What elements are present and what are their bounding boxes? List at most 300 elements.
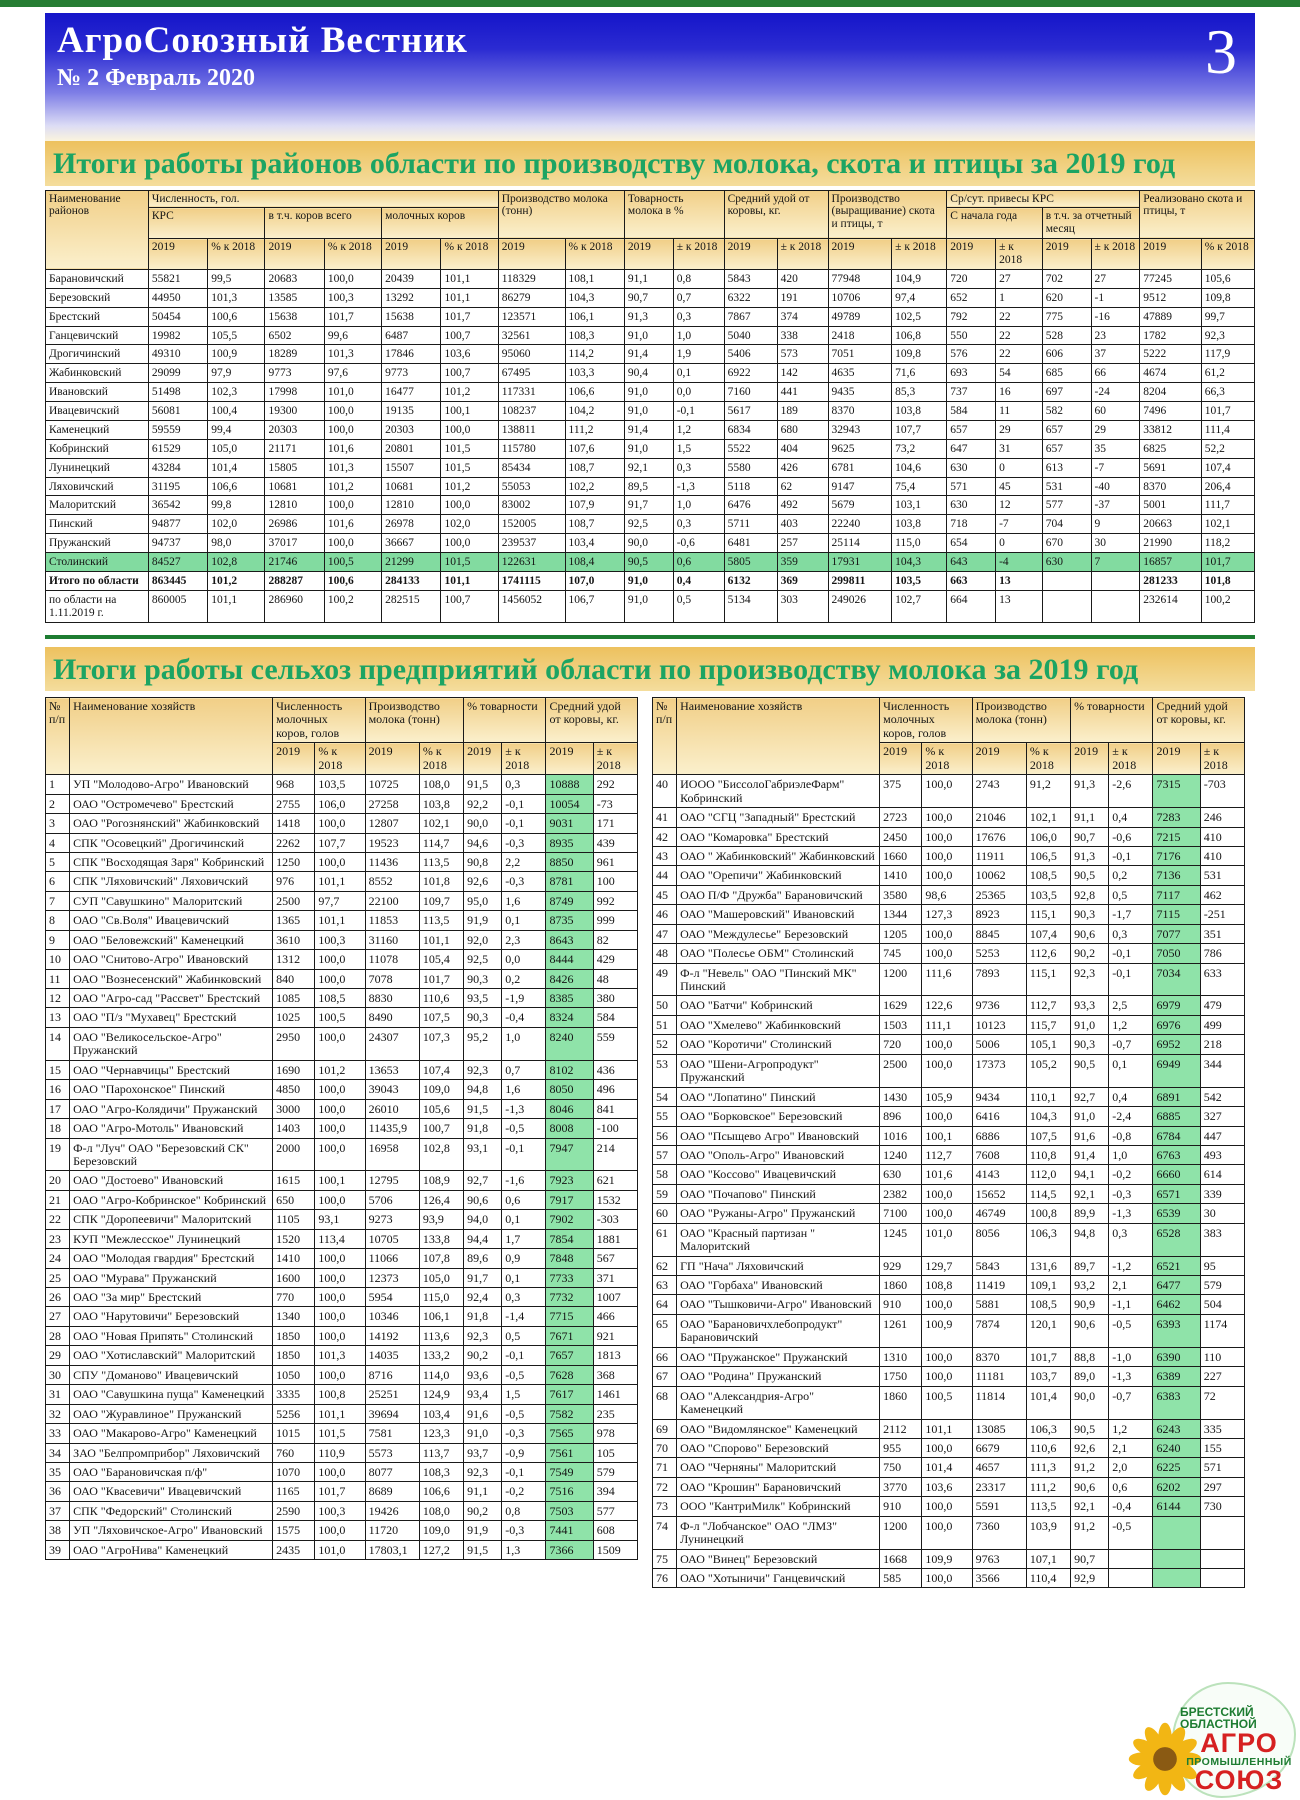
row-number: 63 [653,1276,677,1295]
value-cell: 101,4 [208,458,265,477]
farm-name: Ф-л "Лобчанское" ОАО "ЛМЗ" Лунинецкий [677,1516,880,1549]
value-cell: 10681 [382,477,441,496]
value-cell: 14035 [365,1346,419,1365]
farm-name: ОАО "Савушкина пуща" Каменецкий [70,1385,273,1404]
value-cell: 630 [880,1165,922,1184]
value-cell: 110 [1200,1347,1244,1366]
value-cell: -4 [996,553,1043,572]
value-cell: 131,6 [1026,1256,1070,1275]
value-cell: 20439 [382,269,441,288]
farm-row [46,1385,638,1404]
column-header: 2019 [1140,239,1202,270]
value-cell: 13085 [972,1419,1026,1438]
district-row [46,439,1255,458]
value-cell: 426 [777,458,828,477]
farm-row [46,989,638,1008]
farm-name: ОАО "Коссово" Ивацевичский [677,1165,880,1184]
farm-row [46,1365,638,1384]
value-cell: 111,3 [1026,1458,1070,1477]
value-cell: 6979 [1153,996,1200,1015]
farm-name: ОАО "Пружанское" Пружанский [677,1347,880,1366]
value-cell: 36667 [382,534,441,553]
value-cell: 94877 [148,515,207,534]
value-cell: 100,0 [922,808,972,827]
value-cell: 7503 [546,1501,593,1520]
value-cell: 101,7 [419,969,463,988]
value-cell: 1085 [273,989,315,1008]
value-cell: 504 [1200,1295,1244,1314]
farm-name: ОАО "Ружаны-Агро" Пружанский [677,1204,880,1223]
value-cell: 0,3 [502,1288,546,1307]
value-cell: 105,2 [1026,1054,1070,1087]
value-cell: 105,0 [419,1268,463,1287]
value-cell: 102,7 [892,590,947,622]
farm-name: ГП "Нача" Ляховичский [677,1256,880,1275]
value-cell [1200,1549,1244,1568]
farm-name: ОАО "Черняны" Малоритский [677,1458,880,1477]
value-cell: 100,0 [922,1107,972,1126]
farm-row [46,1138,638,1171]
value-cell: 1782 [1140,326,1202,345]
value-cell: 100,0 [922,1347,972,1366]
section-divider [45,635,1255,639]
value-cell: 31 [996,439,1043,458]
value-cell: 1250 [273,852,315,871]
value-cell: 95060 [498,345,565,364]
row-number: 39 [46,1540,70,1559]
value-cell: 66,3 [1201,383,1254,402]
value-cell: 100,0 [922,1295,972,1314]
value-cell: 650 [273,1190,315,1209]
value-cell: 1340 [273,1307,315,1326]
value-cell: 109,1 [1026,1276,1070,1295]
value-cell: 133,2 [419,1346,463,1365]
value-cell: 95,0 [464,891,502,910]
value-cell: 462 [1200,885,1244,904]
farm-name: ОАО "Чернавчицы" Брестский [70,1060,273,1079]
value-cell: 2743 [972,775,1026,808]
farm-name: ОАО "Борковское" Березовский [677,1107,880,1126]
value-cell: 27 [996,269,1043,288]
value-cell: 100,5 [922,1386,972,1419]
value-cell: 466 [593,1307,637,1326]
farm-row [46,852,638,871]
farm-row [653,1256,1245,1275]
value-cell: 92,3 [1201,326,1254,345]
value-cell: 106,6 [565,383,624,402]
farm-name: ОАО "Хотыничи" Ганцевичский [677,1569,880,1588]
row-number: 76 [653,1569,677,1588]
value-cell: 0,2 [1109,866,1153,885]
district-name: Каменецкий [46,420,149,439]
value-cell: 281233 [1140,571,1202,590]
value-cell [1091,571,1140,590]
value-cell: 115,0 [419,1288,463,1307]
value-cell: 100,6 [208,307,265,326]
value-cell: 6825 [1140,439,1202,458]
value-cell: 5006 [972,1035,1026,1054]
farm-name: ЗАО "Белпромприбор" Ляховичский [70,1443,273,1462]
value-cell: 103,8 [419,794,463,813]
value-cell: 95 [1200,1256,1244,1275]
value-cell: 16958 [365,1138,419,1171]
value-cell: 614 [1200,1165,1244,1184]
value-cell: 25114 [828,534,892,553]
value-cell: 21990 [1140,534,1202,553]
district-row [46,477,1255,496]
value-cell: 100,8 [1026,1204,1070,1223]
value-cell: 101,7 [324,307,381,326]
farm-row [46,891,638,910]
farm-row [653,1497,1245,1516]
value-cell: -40 [1091,477,1140,496]
value-cell: 214 [593,1138,637,1171]
value-cell: 101,3 [315,1346,365,1365]
value-cell: 101,1 [315,872,365,891]
farm-row [46,1190,638,1209]
column-header: % к 2018 [441,239,498,270]
value-cell: -251 [1200,905,1244,924]
value-cell: 101,5 [441,439,498,458]
value-cell: 106,3 [1026,1223,1070,1256]
value-cell: 104,3 [565,288,624,307]
value-cell: 10888 [546,775,593,794]
value-cell: 107,5 [419,1008,463,1027]
value-cell: -7 [1091,458,1140,477]
value-cell: 8426 [546,969,593,988]
value-cell: 1015 [273,1424,315,1443]
value-cell: 5256 [273,1404,315,1423]
value-cell: 100,0 [315,814,365,833]
value-cell: 841 [593,1099,637,1118]
farm-name: ОАО "Св.Воля" Ивацевичский [70,911,273,930]
value-cell: 111,1 [922,1015,972,1034]
value-cell: 114,0 [419,1365,463,1384]
value-cell: -73 [593,794,637,813]
value-cell: 37 [1091,345,1140,364]
value-cell: 102,0 [441,515,498,534]
value-cell: 89,5 [624,477,673,496]
value-cell: 92,3 [464,1462,502,1481]
value-cell: 16477 [382,383,441,402]
value-cell: 100,0 [315,852,365,871]
value-cell: 5406 [724,345,777,364]
value-cell: 100,4 [208,402,265,421]
value-cell: 7561 [546,1443,593,1462]
farm-name: ОАО "Комаровка" Брестский [677,827,880,846]
value-cell: 112,7 [922,1145,972,1164]
value-cell: 133,8 [419,1229,463,1248]
farm-row [653,924,1245,943]
value-cell: 246 [1200,808,1244,827]
value-cell: 94,8 [464,1080,502,1099]
value-cell: 110,8 [1026,1145,1070,1164]
value-cell: 9773 [265,364,324,383]
value-cell [1109,1569,1153,1588]
row-number: 45 [653,885,677,904]
value-cell: 101,8 [419,872,463,891]
logo-line2: ОБЛАСТНОЙ [1180,1716,1257,1731]
value-cell: 101,1 [441,571,498,590]
value-cell: 3000 [273,1099,315,1118]
value-cell: 693 [947,364,996,383]
value-cell: 0,8 [673,269,724,288]
value-cell: 107,9 [565,496,624,515]
value-cell: 13 [996,571,1043,590]
value-cell: 107,4 [419,1060,463,1079]
value-cell: 7902 [546,1210,593,1229]
value-cell: 5253 [972,944,1026,963]
value-cell: 961 [593,852,637,871]
row-number: 22 [46,1210,70,1229]
value-cell: 105,6 [1201,269,1254,288]
farm-name: ОАО "Остромечево" Брестский [70,794,273,813]
value-cell: 1430 [880,1087,922,1106]
value-cell: 7077 [1153,924,1200,943]
value-cell: 108,9 [419,1171,463,1190]
row-number: 25 [46,1268,70,1287]
value-cell: 19300 [265,402,324,421]
value-cell: -0,7 [1109,1386,1153,1419]
farm-row [46,1521,638,1540]
value-cell: 792 [947,307,996,326]
column-header: Производство молока (тонн) [365,698,463,743]
value-cell: 90,8 [464,852,502,871]
value-cell: 93,3 [1071,996,1109,1015]
row-number: 72 [653,1477,677,1496]
value-cell: 22 [996,326,1043,345]
value-cell: 531 [1042,477,1091,496]
value-cell: 92,5 [624,515,673,534]
value-cell: 91,0 [624,439,673,458]
value-cell: 9434 [972,1087,1026,1106]
value-cell: 663 [947,571,996,590]
value-cell: -1,3 [673,477,724,496]
value-cell: 8830 [365,989,419,1008]
district-name: Барановичский [46,269,149,288]
column-header: 2019 [464,743,502,775]
value-cell: 10706 [828,288,892,307]
value-cell: 93,6 [464,1365,502,1384]
farm-row [46,1307,638,1326]
district-row [46,364,1255,383]
value-cell: 100,5 [324,553,381,572]
value-cell: 0,1 [1109,1054,1153,1087]
value-cell: 101,3 [324,345,381,364]
farm-name: ОАО "П/з "Мухавец" Брестский [70,1008,273,1027]
value-cell: 92,4 [464,1288,502,1307]
value-cell: 20801 [382,439,441,458]
value-cell: 297 [1200,1477,1244,1496]
farm-row [653,1367,1245,1386]
value-cell: 9736 [972,996,1026,1015]
value-cell: 7516 [546,1482,593,1501]
row-number: 58 [653,1165,677,1184]
value-cell: 91,3 [1071,775,1109,808]
value-cell: 0,4 [673,571,724,590]
value-cell: 92,1 [1071,1497,1109,1516]
value-cell: 102,3 [208,383,265,402]
value-cell: 1310 [880,1347,922,1366]
value-cell: 3335 [273,1385,315,1404]
farm-name: ОАО "Беловежский" Каменецкий [70,930,273,949]
value-cell: 1690 [273,1060,315,1079]
value-cell: 94,4 [464,1229,502,1248]
column-header: Средний удой от коровы, кг. [1153,698,1245,743]
value-cell: 21299 [382,553,441,572]
value-cell: 11814 [972,1386,1026,1419]
farms-table-left [45,697,638,1560]
value-cell: 101,5 [441,458,498,477]
column-header: % к 2018 [1201,239,1254,270]
value-cell: 13585 [265,288,324,307]
value-cell: 60 [1091,402,1140,421]
value-cell: 111,6 [922,963,972,996]
farm-row [46,1027,638,1060]
value-cell: 100,3 [315,930,365,949]
value-cell: 115,0 [892,534,947,553]
value-cell: 100,0 [324,269,381,288]
value-cell: 108,8 [922,1276,972,1295]
value-cell: 1813 [593,1346,637,1365]
value-cell: 1615 [273,1171,315,1190]
value-cell: 657 [1042,439,1091,458]
row-number: 70 [653,1438,677,1457]
value-cell: -0,5 [502,1119,546,1138]
row-number: 31 [46,1385,70,1404]
value-cell: 410 [1200,827,1244,846]
value-cell: 2262 [273,833,315,852]
value-cell: 652 [947,288,996,307]
value-cell: 8050 [546,1080,593,1099]
value-cell: 2500 [880,1054,922,1087]
value-cell: 0,9 [502,1249,546,1268]
value-cell: 92,2 [464,794,502,813]
value-cell: 101,7 [1026,1347,1070,1366]
row-number: 73 [653,1497,677,1516]
value-cell: 1240 [880,1145,922,1164]
value-cell: 90,5 [1071,1054,1109,1087]
value-cell: 630 [947,458,996,477]
district-row [46,571,1255,590]
value-cell: 2112 [880,1419,922,1438]
value-cell: 299811 [828,571,892,590]
column-header: 2019 [365,743,419,775]
value-cell: -0,1 [502,1138,546,1171]
value-cell: 103,9 [1026,1516,1070,1549]
value-cell: 1461 [593,1385,637,1404]
farm-row [653,775,1245,808]
value-cell: 106,3 [1026,1419,1070,1438]
value-cell: 101,1 [315,911,365,930]
value-cell: 17803,1 [365,1540,419,1559]
value-cell: 82 [593,930,637,949]
farm-row [653,1314,1245,1347]
value-cell: 115780 [498,439,565,458]
value-cell: 109,9 [922,1549,972,1568]
value-cell: 0,1 [673,364,724,383]
value-cell: 189 [777,402,828,421]
value-cell: 93,5 [464,989,502,1008]
value-cell: 394 [593,1482,637,1501]
value-cell: 103,8 [892,515,947,534]
value-cell: 90,0 [1071,1386,1109,1419]
value-cell: 100,0 [922,1438,972,1457]
districts-table-wrap [45,190,1255,623]
value-cell: 1205 [880,924,922,943]
value-cell: 100,0 [315,1190,365,1209]
value-cell: 9147 [828,477,892,496]
value-cell: 11853 [365,911,419,930]
farm-row [653,1087,1245,1106]
value-cell: 100,0 [922,1497,972,1516]
value-cell: 112,7 [1026,996,1070,1015]
farm-name: ОАО "АгроНива" Каменецкий [70,1540,273,1559]
value-cell: 499 [1200,1015,1244,1034]
column-header: % к 2018 [1026,743,1070,775]
value-cell: 37017 [265,534,324,553]
value-cell: 100,1 [315,1171,365,1190]
value-cell: 359 [777,553,828,572]
value-cell: 335 [1200,1419,1244,1438]
farm-name: ОАО "Полесье ОБМ" Столинский [677,944,880,963]
farm-name: ОАО "Мурава" Пружанский [70,1268,273,1287]
value-cell: 8370 [1140,477,1202,496]
column-header: % товарности [1071,698,1153,743]
value-cell: 113,5 [419,852,463,871]
value-cell: 22240 [828,515,892,534]
farm-name: ОАО "Междулесье" Березовский [677,924,880,943]
value-cell: 91,1 [464,1482,502,1501]
value-cell: 1,7 [502,1229,546,1248]
row-number: 62 [653,1256,677,1275]
farm-name: ОАО "Винец" Березовский [677,1549,880,1568]
value-cell: 13292 [382,288,441,307]
value-cell: 573 [777,345,828,364]
farm-row [653,1015,1245,1034]
value-cell: 191 [777,288,828,307]
farm-name: ОАО "Спорово" Березовский [677,1438,880,1457]
value-cell: 107,1 [1026,1549,1070,1568]
value-cell: 929 [880,1256,922,1275]
value-cell: 100,1 [441,402,498,421]
column-header: Численность, гол. [148,190,498,208]
value-cell: 129,7 [922,1256,972,1275]
value-cell: 6477 [1153,1276,1200,1295]
value-cell: 93,9 [419,1210,463,1229]
value-cell: 6481 [724,534,777,553]
value-cell: 5711 [724,515,777,534]
value-cell: 1312 [273,950,315,969]
value-cell: -16 [1091,307,1140,326]
value-cell: 1,2 [1109,1419,1153,1438]
value-cell: 6225 [1153,1458,1200,1477]
value-cell: 107,7 [892,420,947,439]
value-cell: 61529 [148,439,207,458]
farm-row [653,846,1245,865]
farm-row [46,1424,638,1443]
value-cell: 98,0 [208,534,265,553]
value-cell: 1344 [880,905,922,924]
value-cell: 0,6 [502,1190,546,1209]
value-cell: 105,4 [419,950,463,969]
value-cell: 344 [1200,1054,1244,1087]
farm-name: СПУ "Доманово" Ивацевичский [70,1365,273,1384]
value-cell: 75,4 [892,477,947,496]
farm-row [46,1060,638,1079]
value-cell: 493 [1200,1145,1244,1164]
value-cell: 105 [593,1443,637,1462]
